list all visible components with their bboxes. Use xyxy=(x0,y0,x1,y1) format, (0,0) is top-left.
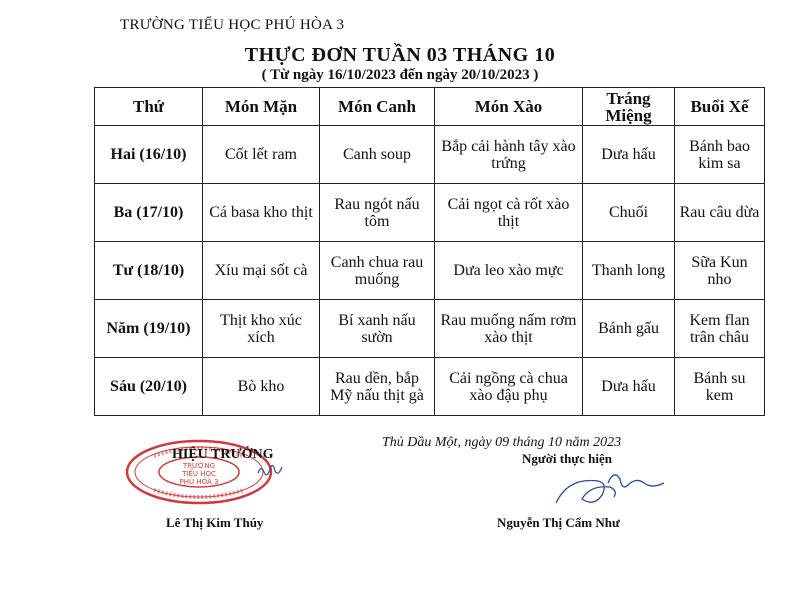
date-range: ( Từ ngày 16/10/2023 đến ngày 20/10/2023 ) xyxy=(261,67,539,83)
main-dish-cell: Cá basa kho thịt xyxy=(203,184,320,242)
snack-cell: Rau câu dừa xyxy=(675,184,765,242)
table-row xyxy=(95,300,765,358)
preparer-name: Nguyễn Thị Cẩm Như xyxy=(497,515,620,530)
table-header-row xyxy=(95,88,765,126)
page-title: THỰC ĐƠN TUẦN 03 THÁNG 10 xyxy=(244,44,556,66)
main-dish-cell: Xíu mại sốt cà xyxy=(203,242,320,300)
preparer-signature-icon xyxy=(548,467,668,511)
soup-cell: Rau ngót nấu tôm xyxy=(320,184,435,242)
table-row xyxy=(95,242,765,300)
dessert-cell: Dưa hấu xyxy=(583,358,675,416)
table-row xyxy=(95,184,765,242)
snack-cell: Bánh su kem xyxy=(675,358,765,416)
soup-cell: Rau dền, bắp Mỹ nấu thịt gà xyxy=(320,358,435,416)
stir-fry-cell: Cải ngọt cà rốt xào thịt xyxy=(435,184,583,242)
col-header-stir-fry: Món Xào xyxy=(435,88,583,126)
stir-fry-cell: Bắp cải hành tây xào trứng xyxy=(435,126,583,184)
main-dish-cell: Cốt lết ram xyxy=(203,126,320,184)
day-cell: Năm (19/10) xyxy=(95,300,203,358)
principal-name: Lê Thị Kim Thúy xyxy=(166,515,264,530)
stir-fry-cell: Rau muống nấm rơm xào thịt xyxy=(435,300,583,358)
soup-cell: Canh soup xyxy=(320,126,435,184)
svg-text:TRƯỜNG: TRƯỜNG xyxy=(182,462,216,470)
col-header-afternoon-snack: Buổi Xế xyxy=(675,88,765,126)
soup-cell: Bí xanh nấu sườn xyxy=(320,300,435,358)
col-header-main-dish: Món Mặn xyxy=(203,88,320,126)
main-dish-cell: Bò kho xyxy=(203,358,320,416)
svg-text:TIỂU HỌC: TIỂU HỌC xyxy=(182,470,216,478)
snack-cell: Sữa Kun nho xyxy=(675,242,765,300)
day-cell: Hai (16/10) xyxy=(95,126,203,184)
col-header-day: Thứ xyxy=(95,88,203,126)
day-cell: Ba (17/10) xyxy=(95,184,203,242)
day-cell: Tư (18/10) xyxy=(95,242,203,300)
dessert-cell: Bánh gấu xyxy=(583,300,675,358)
stir-fry-cell: Cải ngồng cà chua xào đậu phụ xyxy=(435,358,583,416)
dessert-cell: Chuối xyxy=(583,184,675,242)
col-header-soup: Món Canh xyxy=(320,88,435,126)
stir-fry-cell: Dưa leo xào mực xyxy=(435,242,583,300)
dessert-cell: Thanh long xyxy=(583,242,675,300)
col-header-dessert: Tráng Miệng xyxy=(583,88,675,126)
principal-title: HIỆU TRƯỞNG xyxy=(172,447,274,462)
main-dish-cell: Thịt kho xúc xích xyxy=(203,300,320,358)
soup-cell: Canh chua rau muống xyxy=(320,242,435,300)
dessert-cell: Dưa hấu xyxy=(583,126,675,184)
snack-cell: Bánh bao kim sa xyxy=(675,126,765,184)
table-row xyxy=(95,126,765,184)
signing-date: Thủ Dầu Một, ngày 09 tháng 10 năm 2023 xyxy=(382,435,622,450)
snack-cell: Kem flan trân châu xyxy=(675,300,765,358)
preparer-title: Người thực hiện xyxy=(522,451,612,466)
day-cell: Sáu (20/10) xyxy=(95,358,203,416)
svg-text:PHÚ HÒA 3: PHÚ HÒA 3 xyxy=(179,478,219,486)
table-row xyxy=(95,358,765,416)
school-name: TRƯỜNG TIỂU HỌC PHÚ HÒA 3 xyxy=(120,17,345,33)
weekly-menu-table xyxy=(94,87,765,416)
